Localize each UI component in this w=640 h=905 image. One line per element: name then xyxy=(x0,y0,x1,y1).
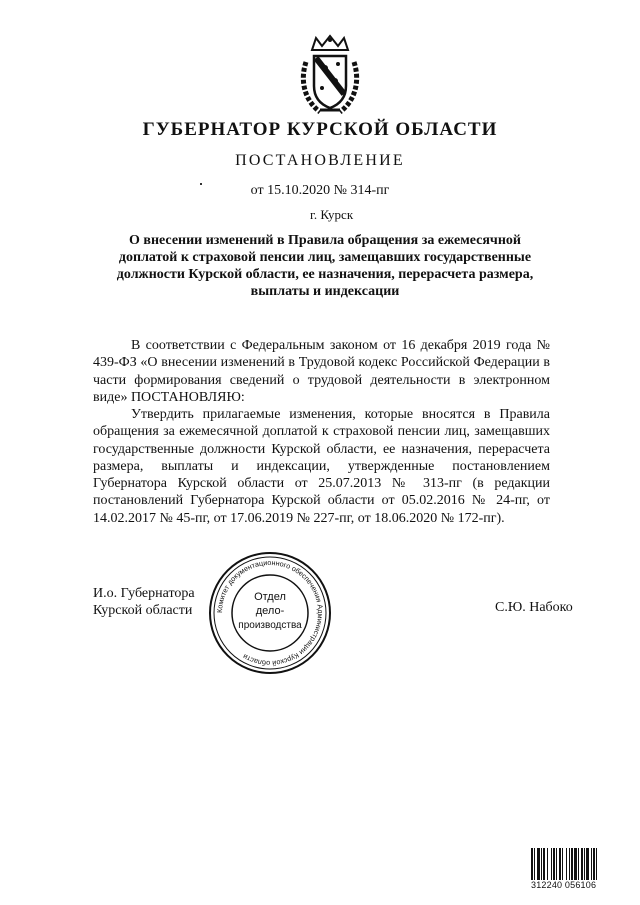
barcode-bar xyxy=(562,848,563,880)
barcode-bar xyxy=(537,848,540,880)
paragraph-text: Утвердить прилагаемые изменения, которые вносятся в Правила обращения за ежемесячной доплатой к страховой пенсии лиц, замещавших государственные должности Курской области, ее назначения, перерасчета размера, выплаты и индексации, утвержденные постановлением Губернатора Курской области от 25.07.2013 № 313-пг (в редакции постановлений Губернатора Курской области от 05.02.2016 № 24-пг, от 14.02.2017 № 45-пг, от 17.06.2019 № 227-пг, от 18.06.2020 № 172-пг). xyxy=(93,407,550,526)
barcode-bar xyxy=(556,848,557,880)
title-line: доплатой к страховой пенсии лиц, замещавших государственные xyxy=(118,250,532,265)
barcode-bar xyxy=(559,848,561,880)
paragraph-text: В соответствии с Федеральным законом от 16 декабря 2019 года № 439-ФЗ «О внесении изменений в Трудовой кодекс Российской Федерации в части формирования сведений о трудовой деятельности в электронном виде» ПОСТАНОВЛЯЮ: xyxy=(93,338,550,405)
body-paragraph-resolution xyxy=(93,406,550,527)
barcode-bar xyxy=(534,848,535,880)
signatory-name: С.Ю. Набоко xyxy=(495,600,573,615)
barcode-bar xyxy=(543,848,545,880)
position-line: Курской области xyxy=(93,603,193,619)
barcode-bar xyxy=(571,848,573,880)
barcode-bar xyxy=(596,848,597,880)
barcode-bar xyxy=(581,848,583,880)
barcode-bar xyxy=(547,848,548,880)
document-type: ПОСТАНОВЛЕНИЕ xyxy=(235,152,405,169)
stamp-center-line: производства xyxy=(238,620,302,631)
barcode-bar xyxy=(584,848,585,880)
document-number-date: от 15.10.2020 № 314-пг xyxy=(250,183,390,198)
barcode-bar xyxy=(574,848,577,880)
document-city: г. Курск xyxy=(310,207,354,222)
barcode-bar xyxy=(591,848,592,880)
body-paragraph-preamble xyxy=(93,337,550,406)
issuing-authority: ГУБЕРНАТОР КУРСКОЙ ОБЛАСТИ xyxy=(142,119,498,140)
barcode-bar xyxy=(566,848,567,880)
office-stamp xyxy=(207,550,333,676)
barcode-bar xyxy=(586,848,589,880)
coat-of-arms-emblem xyxy=(298,34,362,118)
barcode-bar xyxy=(593,848,595,880)
title-line: О внесении изменений в Правила обращения за ежемесячной xyxy=(129,233,521,248)
document-title xyxy=(100,232,550,300)
barcode-bar xyxy=(551,848,552,880)
barcode-number: 312240 056106 xyxy=(531,880,597,890)
title-line: выплаты и индексации xyxy=(250,284,400,299)
barcode-bar xyxy=(578,848,579,880)
signatory-position xyxy=(93,585,195,620)
barcode-bar xyxy=(541,848,542,880)
stamp-ring-text: Комитет документационного обеспечения Администрации Курской области xyxy=(214,557,326,669)
barcode-bar xyxy=(569,848,570,880)
position-line: И.о. Губернатора xyxy=(93,586,195,601)
title-line: должности Курской области, ее назначения, перерасчета размера, xyxy=(116,267,534,282)
stamp-center-line: Отдел xyxy=(254,591,286,603)
barcode-bar xyxy=(553,848,555,880)
stamp-center-line: дело- xyxy=(255,605,285,617)
barcode-bar xyxy=(531,848,533,880)
